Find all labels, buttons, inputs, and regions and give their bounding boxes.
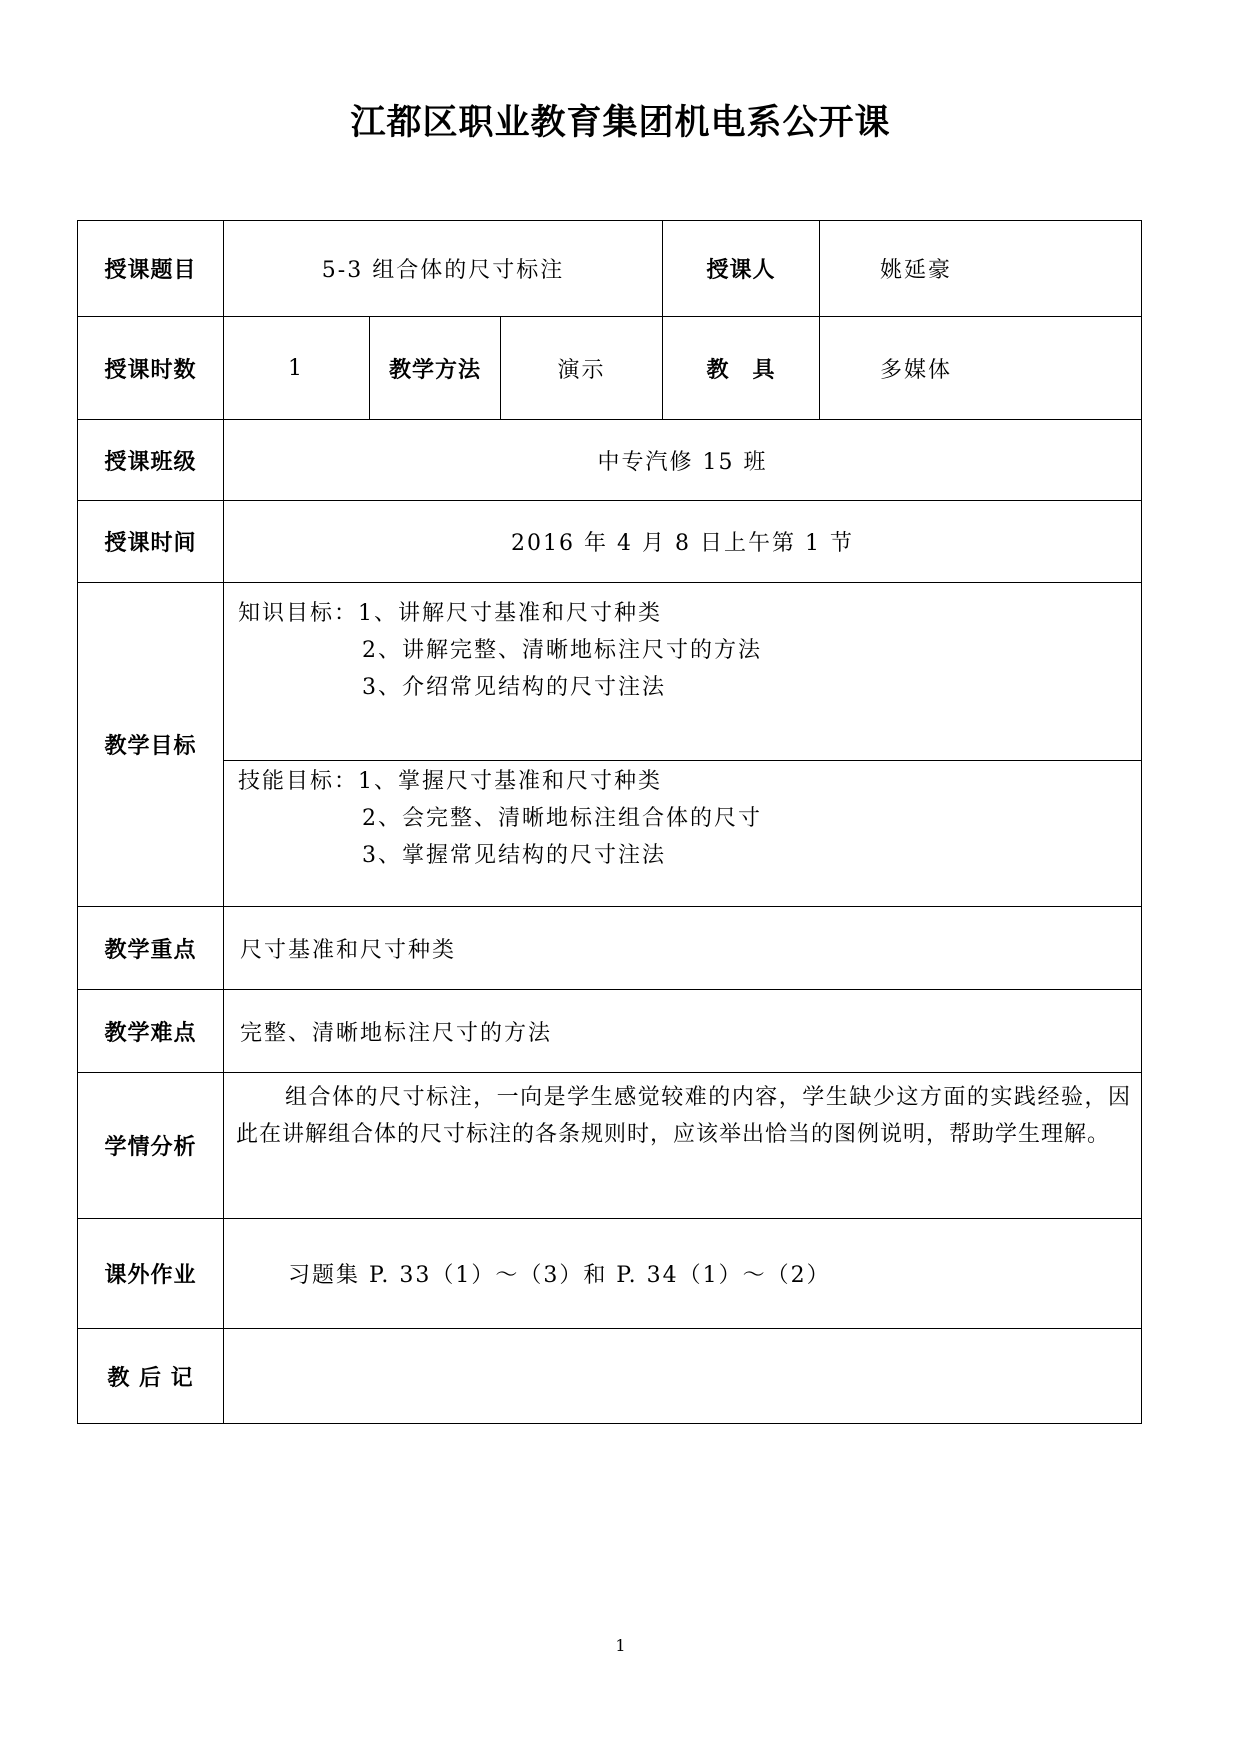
hours-label: 授课时数 — [78, 317, 224, 420]
time-value: 2016 年 4 月 8 日上午第 1 节 — [224, 501, 1142, 583]
row-difficulties — [78, 990, 1142, 1073]
method-value: 演示 — [501, 317, 663, 420]
row-analysis — [78, 1073, 1142, 1219]
class-value: 中专汽修 15 班 — [224, 420, 1142, 501]
knowledge-prefix: 知识目标： — [238, 601, 359, 626]
knowledge-goals — [224, 583, 1142, 761]
notes-label: 教 后 记 — [78, 1329, 224, 1424]
skill-goal-line — [238, 763, 1141, 800]
class-label: 授课班级 — [78, 420, 224, 501]
difficulties-label: 教学难点 — [78, 990, 224, 1073]
topic-label: 授课题目 — [78, 221, 224, 317]
hours-value: 1 — [224, 317, 370, 420]
row-class — [78, 420, 1142, 501]
key-points-value: 尺寸基准和尺寸种类 — [224, 907, 1142, 990]
skill-goals — [224, 761, 1142, 907]
lesson-plan-table — [77, 220, 1142, 1424]
skill-item: 1、掌握尺寸基准和尺寸种类 — [358, 769, 663, 794]
row-goals-knowledge — [78, 583, 1142, 761]
row-time — [78, 501, 1142, 583]
tools-label: 教 具 — [663, 317, 820, 420]
skill-item: 2、会完整、清晰地标注组合体的尺寸 — [362, 806, 762, 831]
knowledge-item: 1、讲解尺寸基准和尺寸种类 — [358, 601, 663, 626]
topic-value: 5-3 组合体的尺寸标注 — [224, 221, 663, 317]
teacher-label: 授课人 — [663, 221, 820, 317]
skill-prefix: 技能目标： — [238, 769, 359, 794]
tools-value: 多媒体 — [820, 317, 1142, 420]
row-notes — [78, 1329, 1142, 1424]
notes-value — [224, 1329, 1142, 1424]
teacher-value: 姚延豪 — [820, 221, 1142, 317]
row-key-points — [78, 907, 1142, 990]
knowledge-goal-line — [238, 595, 1141, 632]
analysis-text: 组合体的尺寸标注，一向是学生感觉较难的内容，学生缺少这方面的实践经验，因此在讲解组合体的尺寸标注的各条规则时，应该举出恰当的图例说明，帮助学生理解。 — [236, 1085, 1131, 1147]
row-goals-skill — [78, 761, 1142, 907]
row-hours — [78, 317, 1142, 420]
analysis-label: 学情分析 — [78, 1073, 224, 1219]
document-title: 江都区职业教育集团机电系公开课 — [350, 103, 891, 143]
difficulties-value: 完整、清晰地标注尺寸的方法 — [224, 990, 1142, 1073]
skill-item: 3、掌握常见结构的尺寸注法 — [362, 843, 666, 868]
homework-value: 习题集 P. 33（1）～（3）和 P. 34（1）～（2） — [224, 1219, 1142, 1329]
method-label: 教学方法 — [370, 317, 501, 420]
analysis-value — [224, 1073, 1142, 1219]
knowledge-item: 2、讲解完整、清晰地标注尺寸的方法 — [362, 638, 762, 663]
row-topic — [78, 221, 1142, 317]
homework-label: 课外作业 — [78, 1219, 224, 1329]
row-homework — [78, 1219, 1142, 1329]
time-label: 授课时间 — [78, 501, 224, 583]
key-points-label: 教学重点 — [78, 907, 224, 990]
knowledge-item: 3、介绍常见结构的尺寸注法 — [362, 675, 666, 700]
goals-label: 教学目标 — [78, 583, 224, 907]
page-number: 1 — [615, 1636, 626, 1655]
